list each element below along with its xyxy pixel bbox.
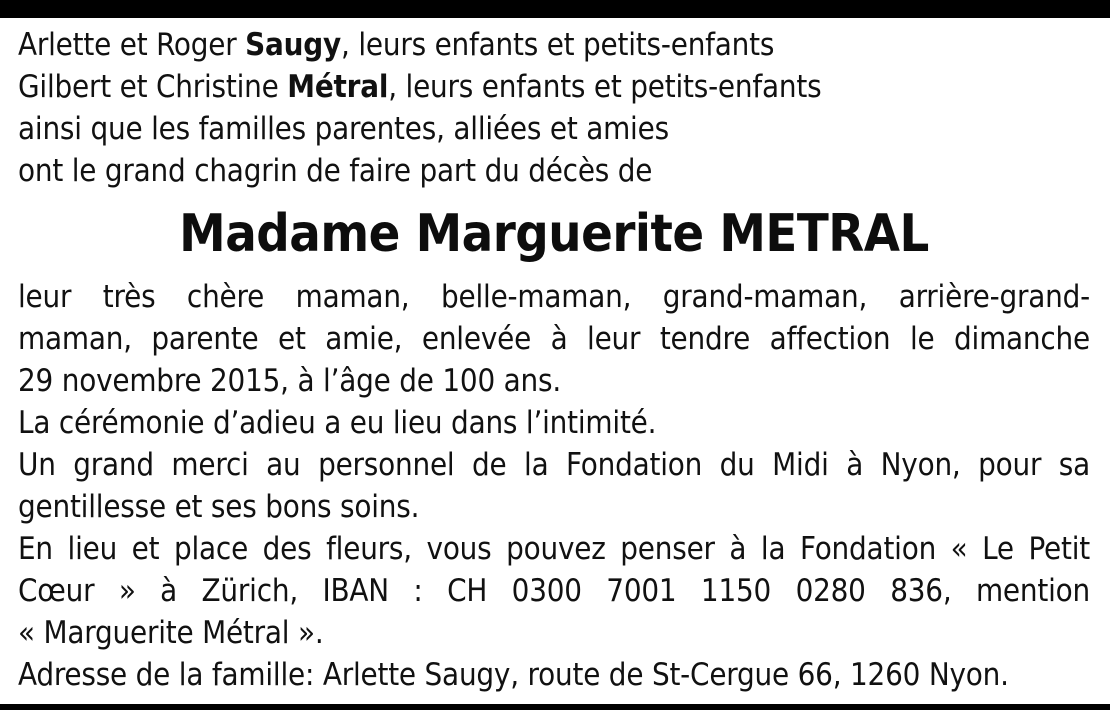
donation-line-1: En lieu et place des fleurs, vous pouvez penser à la Fondation « Le Petit [18,531,1090,567]
relatives-line: ainsi que les familles parentes, alliées et amies [18,111,669,147]
deceased-name: Madame Marguerite METRAL [179,204,929,264]
family-line-saugy: Arlette et Roger Saugy, leurs enfants et petits-enfants [18,27,775,63]
ceremony-line: La cérémonie d’adieu a eu lieu dans l’intimité. [18,405,657,441]
body-line-2: maman, parente et amie, enlevée à leur tendre affection le dimanche [18,321,1090,357]
family-address-line: Adresse de la famille: Arlette Saugy, route de St-Cergue 66, 1260 Nyon. [18,657,1009,693]
thanks-line-2: gentillesse et ses bons soins. [18,489,420,525]
family-name-saugy: Saugy [245,27,342,63]
thanks-line-1: Un grand merci au personnel de la Fondation du Midi à Nyon, pour sa [18,447,1090,483]
obituary-notice [18,24,1090,696]
family-line-metral: Gilbert et Christine Métral, leurs enfants et petits-enfants [18,69,822,105]
body-line-3: 29 novembre 2015, à l’âge de 100 ans. [18,363,562,399]
announcement-line: ont le grand chagrin de faire part du décès de [18,153,653,189]
bottom-border-rule [0,704,1110,710]
body-line-1: leur très chère maman, belle-maman, grand-maman, arrière-grand- [18,279,1090,315]
donation-line-3: « Marguerite Métral ». [18,615,324,651]
top-border-rule [0,0,1110,18]
family-name-metral: Métral [287,69,389,105]
donation-line-2: Cœur » à Zürich, IBAN : CH 0300 7001 1150 0280 836, mention [18,573,1090,609]
